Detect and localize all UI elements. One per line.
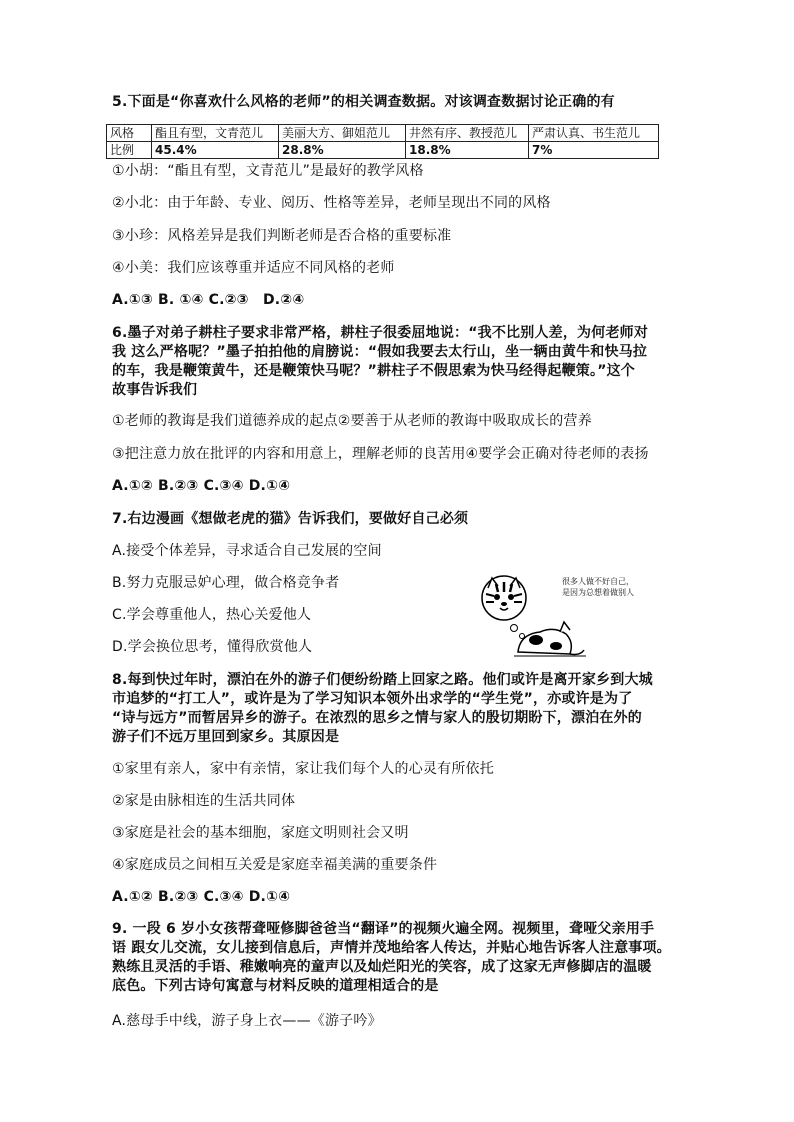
cartoon-caption-line: 是因为总想着做别人 [562,588,634,597]
table-header-cell: 井然有序、教授范儿 [406,125,529,142]
q8-item: ②家是由脉相连的生活共同体 [112,793,296,809]
table-cell: 7% [529,142,659,159]
table-header-cell: 酯且有型，文青范儿 [152,125,279,142]
q6-stem-line: 故事告诉我们 [112,382,198,398]
table-header-cell: 美丽大方、御姐范儿 [279,125,406,142]
q7-option: B.努力克服忌妒心理，做合格竞争者 [112,575,340,591]
q8-item: ③家庭是社会的基本细胞，家庭文明则社会又明 [112,825,409,841]
q6-stem-line: 6.墨子对弟子耕柱子要求非常严格，耕柱子很委屈地说：“我不比别人差，为何老师对 [112,325,649,341]
q8-stem-line: “诗与远方”而暂居异乡的游子。在浓烈的思乡之情与家人的殷切期盼下，漂泊在外的 [112,710,642,726]
table-header-cell: 风格 [107,125,152,142]
q6-options: A.①② B.②③ C.③④ D.①④ [112,478,291,494]
q6-stem-line: 我 这么严格呢？”墨子拍拍他的肩膀说：“假如我要去太行山，坐一辆由黄牛和快马拉 [112,344,648,360]
q5-survey-table [106,124,659,159]
q8-item: ④家庭成员之间相互关爱是家庭幸福美满的重要条件 [112,857,438,873]
table-row [107,142,659,159]
q8-stem-line: 游子们不远万里回到家乡。其原因是 [112,729,340,745]
q5-item: ②小北：由于年龄、专业、阅历、性格等差异，老师呈现出不同的风格 [112,195,551,211]
q6-item: ③把注意力放在批评的内容和用意上，理解老师的良苦用④要学会正确对待老师的表扬 [112,446,649,462]
q9-stem-line: 底色。下列古诗句寓意与材料反映的道理相适合的是 [112,978,439,994]
q6-item: ①老师的教诲是我们道德养成的起点②要善于从老师的教诲中吸取成长的营养 [112,413,592,429]
q9-stem-line: 语 跟女儿交流，女儿接到信息后，声情并茂地给客人传达，并贴心地告诉客人注意事项。 [112,940,671,956]
table-header-cell: 严肃认真、书生范儿 [529,125,659,142]
q7-option: A.接受个体差异，寻求适合自己发展的空间 [112,543,382,559]
q9-stem-line: 9. 一段 6 岁小女孩帮聋哑修脚爸爸当“翻译”的视频火遍全网。视频里，聋哑父亲用手 [112,921,655,937]
q8-options: A.①② B.②③ C.③④ D.①④ [112,889,291,905]
table-cell: 比例 [107,142,152,159]
q7-option: C.学会尊重他人，热心关爱他人 [112,607,312,623]
q9-stem-line: 熟练且灵活的手语、稚嫩响亮的童声以及灿烂阳光的笑容，成了这家无声修脚店的温暖 [112,959,652,975]
table-cell: 18.8% [406,142,529,159]
q8-stem-line: 市追梦的“打工人”，或许是为了学习知识本领外出求学的“学生党”，亦或许是为了 [112,691,633,707]
q8-item: ①家里有亲人，家中有亲情，家让我们每个人的心灵有所依托 [112,761,494,777]
q7-stem: 7.右边漫画《想做老虎的猫》告诉我们，要做好自己必须 [112,511,469,527]
cartoon-caption [562,576,634,598]
q5-stem: 5.下面是“你喜欢什么风格的老师”的相关调查数据。对该调查数据讨论正确的有 [112,94,615,110]
q8-stem-line: 8.每到快过年时，漂泊在外的游子们便纷纷踏上回家之路。他们或许是离开家乡到大城 [112,672,653,688]
cartoon-caption-line: 很多人做不好自己， [562,577,634,586]
q5-options: A.①③ B. ①④ C.②③ D.②④ [112,292,305,308]
q7-option: D.学会换位思考，懂得欣赏他人 [112,639,313,655]
table-cell: 28.8% [279,142,406,159]
table-row [107,125,659,142]
q6-stem-line: 的车，我是鞭策黄牛，还是鞭策快马呢？”耕柱子不假思索为快马经得起鞭策。”这个 [112,363,635,379]
q5-item: ④小美：我们应该尊重并适应不同风格的老师 [112,260,395,276]
q5-item: ③小珍：风格差异是我们判断老师是否合格的重要标准 [112,228,452,244]
q9-option: A.慈母手中线，游子身上衣——《游子吟》 [112,1013,382,1029]
table-cell: 45.4% [152,142,279,159]
q5-item: ①小胡：“酯且有型，文青范儿”是最好的教学风格 [112,163,424,179]
